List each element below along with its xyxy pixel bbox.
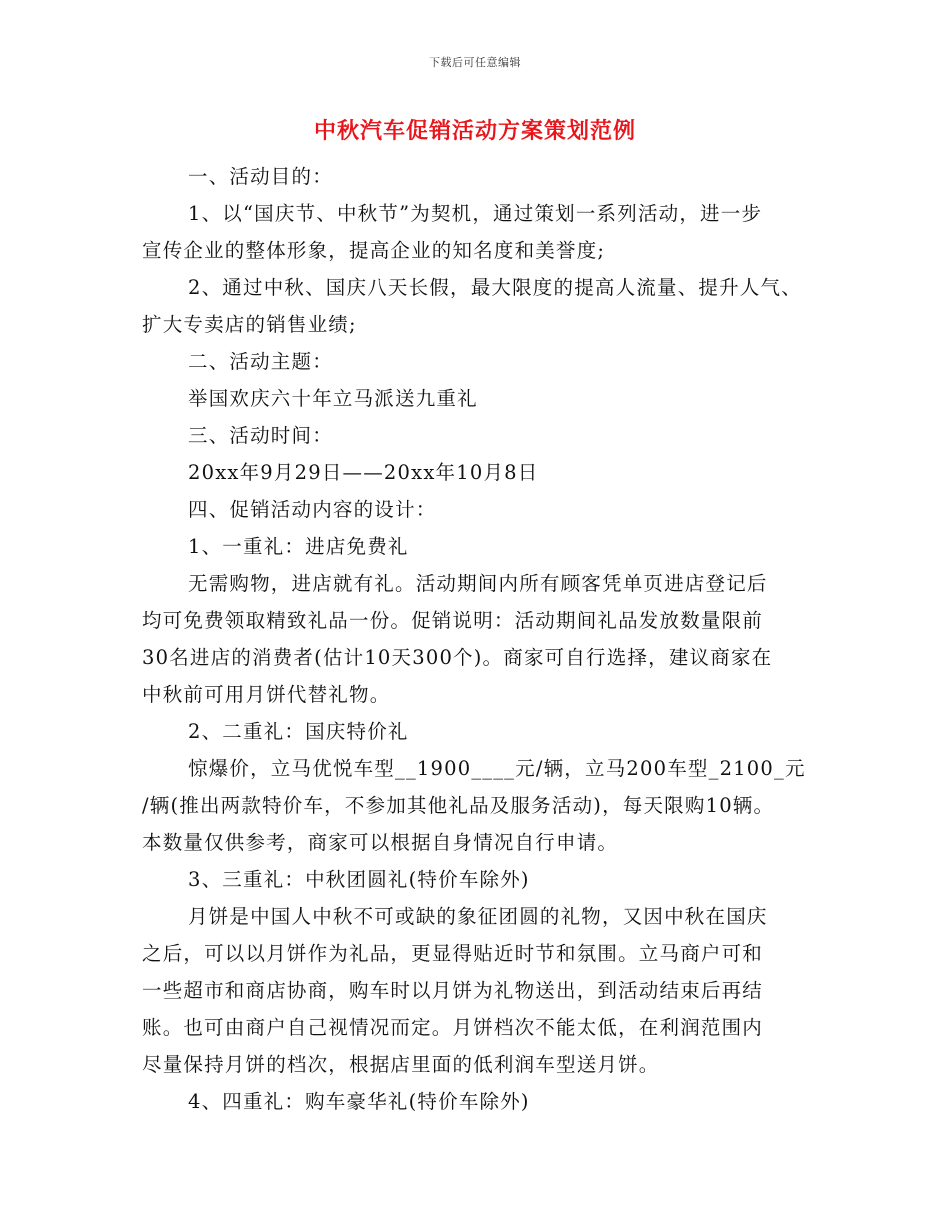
body-line: /辆(推出两款特价车，不参加其他礼品及服务活动)，每天限购10辆。 — [142, 794, 775, 817]
body-line: 之后，可以以月饼作为礼品，更显得贴近时节和氛围。立马商户可和 — [142, 942, 764, 965]
document-title: 中秋汽车促销活动方案策划范例 — [313, 118, 636, 144]
body-line: 宣传企业的整体形象，提高企业的知名度和美誉度; — [142, 239, 606, 262]
body-line: 扩大专卖店的销售业绩; — [142, 313, 357, 336]
body-line: 四、促销活动内容的设计： — [188, 498, 437, 521]
body-line: 20xx年9月29日——20xx年10月8日 — [188, 461, 539, 484]
body-line: 无需购物，进店就有礼。活动期间内所有顾客凭单页进店登记后 — [188, 572, 768, 595]
body-line: 本数量仅供参考，商家可以根据自身情况自行申请。 — [142, 831, 619, 854]
body-line: 中秋前可用月饼代替礼物。 — [142, 683, 391, 706]
body-line: 举国欢庆六十年立马派送九重礼 — [188, 387, 478, 410]
body-line: 3、三重礼：中秋团圆礼(特价车除外) — [188, 868, 530, 891]
body-line: 4、四重礼：购车豪华礼(特价车除外) — [188, 1090, 530, 1113]
body-line: 均可免费领取精致礼品一份。促销说明：活动期间礼品发放数量限前 — [142, 609, 764, 632]
body-line: 一些超市和商店协商，购车时以月饼为礼物送出，到活动结束后再结 — [142, 979, 764, 1002]
body-line: 2、二重礼：国庆特价礼 — [188, 720, 409, 743]
body-line: 一、活动目的： — [188, 165, 333, 188]
body-line: 惊爆价，立马优悦车型__1900____元/辆，立马200车型_2100_元 — [188, 757, 806, 780]
body-line: 1、以“国庆节、中秋节”为契机，通过策划一系列活动，进一步 — [188, 202, 763, 225]
body-line: 2、通过中秋、国庆八天长假，最大限度的提高人流量、提升人气、 — [188, 276, 802, 299]
body-line: 1、一重礼：进店免费礼 — [188, 535, 409, 558]
body-line: 三、活动时间： — [188, 424, 333, 447]
body-line: 尽量保持月饼的档次，根据店里面的低利润车型送月饼。 — [142, 1053, 660, 1076]
header-note: 下载后可任意编辑 — [429, 56, 521, 69]
body-line: 月饼是中国人中秋不可或缺的象征团圆的礼物，又因中秋在国庆 — [188, 905, 768, 928]
body-line: 二、活动主题： — [188, 350, 333, 373]
body-line: 账。也可由商户自己视情况而定。月饼档次不能太低，在利润范围内 — [142, 1016, 764, 1039]
body-line: 30名进店的消费者(估计10天300个)。商家可自行选择，建议商家在 — [142, 646, 773, 669]
document-body — [142, 158, 832, 1120]
